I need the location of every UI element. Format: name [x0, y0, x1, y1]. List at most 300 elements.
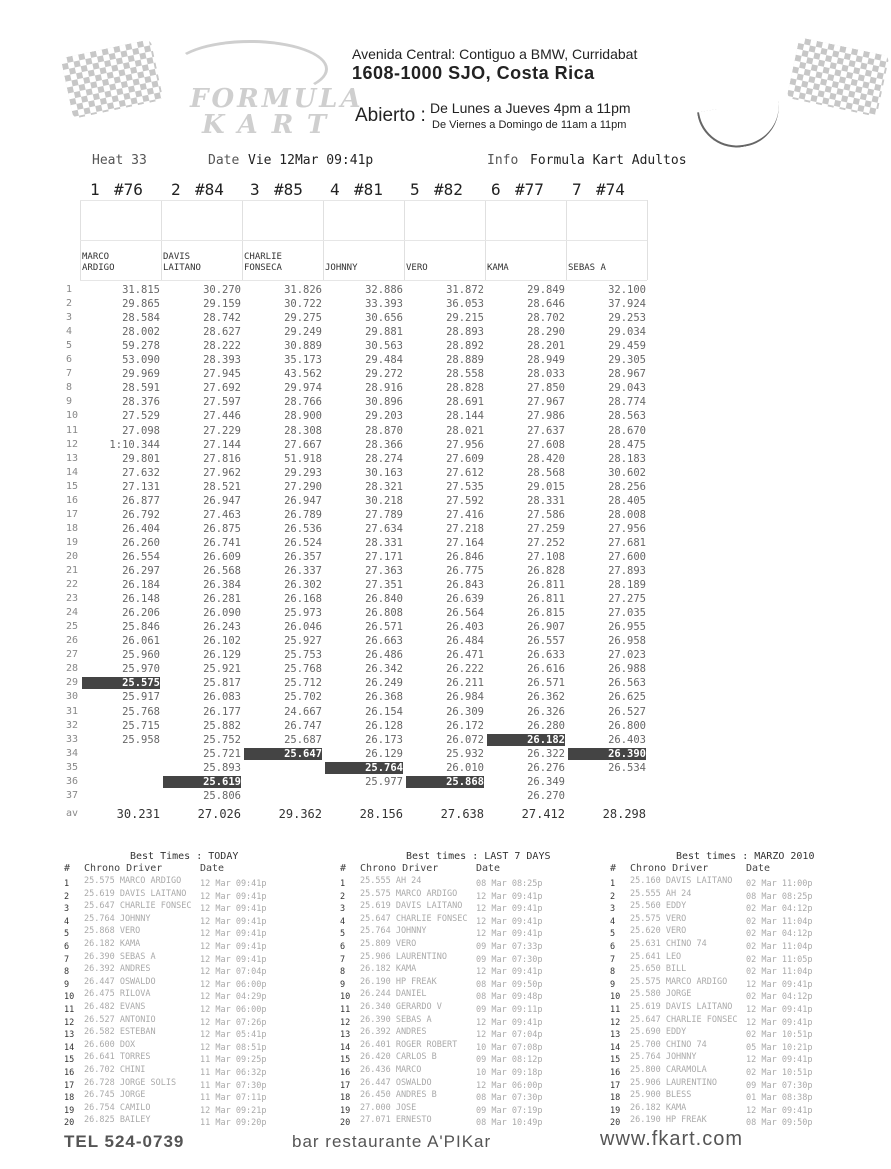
- best-times-rank: 4: [64, 916, 70, 927]
- best-times-date: 12 Mar 09:21p: [200, 1105, 267, 1116]
- best-times-date: 12 Mar 09:41p: [476, 916, 543, 927]
- lap-time: 28.889: [446, 354, 484, 367]
- lap-time: 27.592: [446, 494, 484, 507]
- best-times-driver: 25.809 VERO: [360, 939, 417, 949]
- best-times-rank: 18: [340, 1093, 351, 1104]
- best-times-rank: 9: [610, 979, 616, 990]
- lap-time: 26.249: [365, 677, 403, 690]
- best-times-row: [340, 901, 543, 914]
- position-5: 5: [410, 180, 420, 199]
- best-times-row: [340, 1115, 543, 1128]
- lap-time: 27.962: [203, 466, 241, 479]
- footer-restaurant: bar restaurante A'PIKar: [292, 1132, 492, 1151]
- lap-time: 29.043: [608, 382, 646, 395]
- lap-number: 15: [66, 480, 79, 492]
- lap-time: 30.270: [203, 284, 241, 296]
- best-times-rank: 17: [340, 1080, 351, 1091]
- best-times-driver: 25.800 CARAMOLA: [630, 1065, 707, 1075]
- best-times-driver: 25.650 BILL: [630, 964, 687, 975]
- best-times-date: 10 Mar 07:08p: [476, 1042, 543, 1053]
- best-times-date: 12 Mar 09:41p: [746, 1017, 813, 1028]
- best-times-driver: 25.631 CHINO 74: [630, 939, 707, 949]
- best-times-date: 02 Mar 10:51p: [746, 1030, 813, 1041]
- lap-time: 25.715: [122, 719, 160, 732]
- lap-time: 26.775: [446, 565, 484, 577]
- lap-time: 28.183: [608, 452, 646, 465]
- lap-number: 5: [66, 340, 73, 352]
- best-times-date: 08 Mar 09:50p: [476, 979, 543, 990]
- lap-time: 28.290: [527, 326, 565, 339]
- lap-time: 29.484: [365, 354, 403, 367]
- best-times-rank: 16: [340, 1068, 351, 1078]
- lap-time: 26.148: [122, 593, 160, 606]
- best-times-column-header: Date: [476, 863, 501, 874]
- lap-time: 26.211: [446, 677, 484, 690]
- best-times-driver: 26.450 ANDRES B: [360, 1090, 437, 1101]
- lap-time: 26.206: [122, 607, 160, 620]
- lap-time: 26.564: [446, 607, 484, 620]
- lap-number: 33: [66, 733, 79, 745]
- lap-time: 25.917: [122, 691, 160, 704]
- lap-number: 37: [66, 789, 79, 801]
- lap-time: 26.322: [527, 747, 565, 760]
- best-times-rank: 2: [340, 891, 346, 902]
- lap-time: 28.584: [122, 312, 160, 325]
- lap-time: 26.010: [446, 761, 484, 774]
- best-times-row: [610, 876, 813, 889]
- lap-time: 28.033: [527, 368, 565, 381]
- best-times-rank: 19: [340, 1105, 351, 1116]
- best-times-row: [610, 977, 813, 990]
- lap-time: 27.789: [365, 508, 403, 521]
- best-times-date: 09 Mar 07:33p: [476, 942, 543, 952]
- lap-number: 11: [66, 424, 79, 436]
- best-times-column-header: Date: [746, 863, 771, 874]
- best-times-driver: 26.182 KAMA: [630, 1102, 687, 1113]
- best-times-row: [64, 989, 267, 1002]
- lap-time: 28.521: [203, 480, 241, 493]
- lap-time: 29.253: [608, 312, 646, 325]
- lap-time: 29.015: [527, 480, 565, 493]
- lap-time: 28.916: [365, 382, 403, 395]
- best-times-row: [340, 1103, 543, 1116]
- lap-time: 28.670: [608, 424, 646, 437]
- best-lap-time: 26.390: [568, 748, 646, 760]
- info-value: Formula Kart Adultos: [530, 153, 687, 168]
- lap-time: 28.475: [608, 438, 646, 451]
- lap-time: 28.568: [527, 466, 565, 479]
- best-times-date: 11 Mar 06:32p: [200, 1068, 267, 1078]
- lap-time: 27.218: [446, 522, 484, 535]
- lap-time: 32.100: [608, 284, 646, 296]
- best-times-date: 09 Mar 09:11p: [476, 1005, 543, 1015]
- lap-number: 7: [66, 368, 73, 380]
- lap-time: 26.484: [446, 635, 484, 648]
- best-times-row: [64, 964, 267, 977]
- best-times-driver: 26.190 HP FREAK: [630, 1115, 707, 1126]
- lap-time: 30.163: [365, 466, 403, 479]
- best-times-driver: 26.527 ANTONIO: [84, 1014, 156, 1025]
- lap-number: 4: [66, 326, 73, 338]
- lap-time: 29.305: [608, 354, 646, 367]
- lap-number: 35: [66, 761, 79, 773]
- best-times-date: 12 Mar 09:41p: [476, 904, 543, 915]
- best-times-rank: 19: [64, 1105, 75, 1116]
- best-times-date: 09 Mar 07:19p: [476, 1105, 543, 1116]
- position-6: 6: [491, 180, 501, 199]
- best-times-row: [610, 964, 813, 977]
- best-times-date: 12 Mar 09:41p: [746, 1055, 813, 1066]
- best-times-row: [340, 1015, 543, 1028]
- best-times-rank: 17: [610, 1080, 621, 1091]
- lap-time: 26.840: [365, 593, 403, 606]
- lap-time: 26.280: [527, 719, 565, 732]
- best-times-date: 12 Mar 07:26p: [200, 1017, 267, 1028]
- best-times-driver: 25.764 JOHNNY: [84, 913, 151, 924]
- lap-time: 26.222: [446, 663, 484, 676]
- lap-time: 28.308: [284, 424, 322, 437]
- best-times-rank: 6: [340, 942, 346, 952]
- best-times-rank: 4: [610, 916, 616, 927]
- lap-time: 27.956: [608, 522, 646, 535]
- best-times-column-header: #: [610, 863, 617, 874]
- best-times-rank: 16: [610, 1068, 621, 1078]
- lap-time: 27.667: [284, 438, 322, 451]
- best-times-rank: 1: [340, 879, 346, 889]
- lap-time: 29.272: [365, 368, 403, 381]
- best-times-row: [64, 952, 267, 965]
- best-times-row: [340, 952, 543, 965]
- lap-time: 28.222: [203, 340, 241, 353]
- best-times-rank: 5: [64, 929, 70, 940]
- best-times-rank: 10: [340, 992, 351, 1003]
- best-times-row: [340, 939, 543, 952]
- best-times-rank: 9: [340, 979, 346, 990]
- lap-time: 25.921: [203, 663, 241, 676]
- lap-time: 25.958: [122, 733, 160, 746]
- best-times-row: [610, 1052, 813, 1065]
- kart-number-1: #76: [114, 180, 143, 199]
- lap-time: 29.849: [527, 284, 565, 296]
- lap-time: 26.958: [608, 635, 646, 648]
- best-times-driver: 25.555 AH 24: [630, 888, 692, 899]
- lap-time: 27.275: [608, 593, 646, 606]
- lap-time: 26.875: [203, 522, 241, 535]
- lap-time: 29.215: [446, 312, 484, 325]
- lap-time: 26.177: [203, 705, 241, 718]
- decorative-arc-icon: [697, 98, 785, 154]
- best-times-driver: 26.244 DANIEL: [360, 989, 427, 1000]
- best-times-driver: 26.390 SEBAS A: [84, 951, 156, 962]
- best-times-driver: 26.582 ESTEBAN: [84, 1027, 156, 1038]
- best-times-driver: 25.620 VERO: [630, 926, 687, 937]
- checkered-flag-right-icon: [787, 37, 890, 117]
- lap-time: 30.722: [284, 298, 322, 311]
- lap-number: 2: [66, 298, 73, 310]
- lap-time: 28.321: [365, 480, 403, 493]
- best-times-driver: 26.401 ROGER ROBERT: [360, 1039, 458, 1050]
- lap-time: 26.083: [203, 691, 241, 704]
- lap-time: 27.597: [203, 396, 241, 409]
- best-times-date: 12 Mar 06:00p: [200, 1005, 267, 1015]
- lap-time: 27.600: [608, 550, 646, 563]
- grid-line: [80, 240, 647, 241]
- lap-time: 28.967: [608, 368, 646, 381]
- best-times-row: [64, 1103, 267, 1116]
- best-times-driver: 25.690 EDDY: [630, 1027, 687, 1038]
- grid-line: [80, 200, 647, 201]
- best-times-row: [610, 1078, 813, 1091]
- best-times-row: [610, 889, 813, 902]
- best-times-date: 02 Mar 11:04p: [746, 967, 813, 978]
- best-lap-time: 26.182: [487, 734, 565, 746]
- lap-time: 27.612: [446, 466, 484, 479]
- footer-phone: TEL 524-0739: [64, 1132, 185, 1151]
- lap-time: 26.811: [527, 593, 565, 606]
- lap-time: 26.808: [365, 607, 403, 620]
- lap-time: 28.691: [446, 396, 484, 409]
- lap-time: 28.331: [365, 536, 403, 549]
- lap-time: 27.023: [608, 649, 646, 662]
- average-label: av: [66, 807, 79, 819]
- best-times-row: [340, 1027, 543, 1040]
- best-times-rank: 9: [64, 979, 70, 990]
- lap-time: 26.947: [203, 494, 241, 507]
- lap-time: 26.747: [284, 719, 322, 732]
- best-times-date: 11 Mar 07:11p: [200, 1093, 267, 1104]
- position-7: 7: [572, 180, 582, 199]
- best-times-rank: 7: [340, 954, 346, 965]
- best-times-rank: 3: [610, 904, 616, 915]
- best-times-rank: 1: [610, 879, 616, 889]
- lap-time: 28.900: [284, 410, 322, 423]
- best-times-date: 02 Mar 04:12p: [746, 904, 813, 915]
- best-times-row: [64, 1115, 267, 1128]
- lap-time: 26.486: [365, 649, 403, 662]
- driver-last-name: FONSECA: [244, 263, 282, 273]
- best-times-driver: 26.436 MARCO: [360, 1065, 422, 1075]
- lap-time: 26.297: [122, 565, 160, 577]
- lap-time: 37.924: [608, 298, 646, 311]
- lap-time: 29.974: [284, 382, 322, 395]
- lap-number: 30: [66, 691, 79, 703]
- best-times-driver: 26.392 ANDRES: [84, 964, 151, 975]
- lap-time: 28.366: [365, 438, 403, 451]
- position-3: 3: [250, 180, 260, 199]
- lap-time: 26.384: [203, 579, 241, 592]
- lap-time: 25.817: [203, 677, 241, 690]
- lap-time: 27.634: [365, 522, 403, 535]
- driver-first-name: CHARLIE: [244, 252, 282, 262]
- lap-time: 27.229: [203, 424, 241, 437]
- lap-time: 28.420: [527, 452, 565, 465]
- best-times-title: Best times : LAST 7 DAYS: [406, 851, 551, 862]
- lap-time: 26.741: [203, 536, 241, 549]
- best-times-rank: 2: [64, 891, 70, 902]
- lap-time: 30.896: [365, 396, 403, 409]
- kart-number-7: #74: [596, 180, 625, 199]
- lap-time: 28.742: [203, 312, 241, 325]
- best-times-rank: 13: [340, 1030, 351, 1041]
- kart-number-2: #84: [195, 180, 224, 199]
- lap-time: 29.159: [203, 298, 241, 311]
- lap-time: 26.557: [527, 635, 565, 648]
- best-times-driver: 26.182 KAMA: [84, 939, 141, 949]
- hours-weekday: De Lunes a Jueves 4pm a 11pm: [430, 100, 631, 116]
- average-time: 30.231: [116, 806, 160, 821]
- best-times-column-header: #: [340, 863, 347, 874]
- best-times-rank: 8: [340, 967, 346, 978]
- best-times-row: [610, 1040, 813, 1053]
- best-times-rank: 8: [610, 967, 616, 978]
- lap-time: 26.281: [203, 593, 241, 606]
- lap-time: 28.774: [608, 396, 646, 409]
- best-times-rank: 5: [610, 929, 616, 940]
- lap-time: 26.616: [527, 663, 565, 676]
- lap-time: 30.889: [284, 340, 322, 353]
- lap-time: 27.681: [608, 536, 646, 549]
- best-times-date: 12 Mar 09:41p: [746, 1105, 813, 1116]
- best-times-driver: 26.641 TORRES: [84, 1052, 151, 1063]
- lap-time: 26.800: [608, 719, 646, 732]
- best-times-rank: 18: [64, 1093, 75, 1104]
- best-times-rank: 15: [340, 1055, 351, 1066]
- lap-time: 29.881: [365, 326, 403, 339]
- address-line-2: 1608-1000 SJO, Costa Rica: [352, 63, 595, 83]
- best-times-date: 09 Mar 07:30p: [476, 954, 543, 965]
- lap-number: 21: [66, 565, 79, 576]
- average-time: 27.638: [440, 806, 484, 821]
- best-times-row: [64, 1015, 267, 1028]
- best-times-rank: 16: [64, 1068, 75, 1078]
- lap-time: 27.535: [446, 480, 484, 493]
- lap-number: 27: [66, 649, 79, 661]
- best-times-driver: 25.900 BLESS: [630, 1090, 692, 1101]
- lap-time: 1:10.344: [109, 438, 160, 451]
- lap-time: 26.571: [527, 677, 565, 690]
- lap-time: 25.721: [203, 747, 241, 760]
- best-times-driver: 25.906 LAURENTINO: [630, 1077, 717, 1088]
- best-times-driver: 26.182 KAMA: [360, 964, 417, 975]
- lap-time: 26.846: [446, 550, 484, 563]
- lap-time: 26.789: [284, 508, 322, 521]
- lap-time: 30.656: [365, 312, 403, 325]
- average-time: 27.026: [197, 806, 241, 821]
- lap-time: 28.870: [365, 424, 403, 437]
- driver-last-name: VERO: [406, 263, 428, 273]
- lap-number: 20: [66, 550, 79, 562]
- best-times-driver: 26.600 DOX: [84, 1039, 136, 1050]
- lap-time: 26.173: [365, 733, 403, 746]
- lap-number: 26: [66, 635, 79, 647]
- logo-text-formula: FORMULA: [190, 84, 364, 114]
- best-times-date: 08 Mar 09:48p: [476, 992, 543, 1003]
- lap-time: 26.843: [446, 579, 484, 592]
- lap-time: 27.529: [122, 410, 160, 423]
- best-times-driver: 26.190 HP FREAK: [360, 976, 437, 987]
- lap-time: 26.129: [365, 747, 403, 760]
- lap-number: 36: [66, 775, 79, 787]
- lap-time: 26.184: [122, 579, 160, 592]
- lap-time: 28.558: [446, 368, 484, 381]
- lap-time: 26.633: [527, 649, 565, 662]
- average-time: 29.362: [278, 806, 322, 821]
- lap-time: 27.035: [608, 607, 646, 620]
- info-label: Info: [487, 153, 519, 168]
- lap-time: 26.815: [527, 607, 565, 620]
- lap-time: 29.034: [608, 326, 646, 339]
- best-times-rank: 12: [340, 1017, 351, 1028]
- best-times-row: [340, 1002, 543, 1015]
- lap-time: 27.850: [527, 382, 565, 395]
- best-times-date: 12 Mar 04:29p: [200, 992, 267, 1003]
- best-times-row: [64, 977, 267, 990]
- lap-number: 16: [66, 494, 79, 506]
- lap-time: 25.977: [365, 775, 403, 788]
- lap-number: 19: [66, 536, 79, 548]
- lap-time: 25.752: [203, 733, 241, 746]
- best-times-rank: 5: [340, 929, 346, 940]
- best-times-rank: 20: [610, 1118, 621, 1129]
- lap-time: 28.393: [203, 354, 241, 367]
- best-times-row: [64, 914, 267, 927]
- best-times-rank: 12: [64, 1017, 75, 1028]
- driver-last-name: KAMA: [487, 263, 509, 273]
- lap-time: 25.932: [446, 747, 484, 760]
- best-times-row: [610, 926, 813, 939]
- best-times-driver: 25.619 DAVIS LAITANO: [630, 1002, 733, 1012]
- lap-time: 26.471: [446, 649, 484, 662]
- best-times-driver: 26.482 EVANS: [84, 1002, 146, 1012]
- best-times-title: Best Times : TODAY: [130, 851, 239, 862]
- best-times-driver: 26.390 SEBAS A: [360, 1014, 432, 1025]
- lap-time: 28.766: [284, 396, 322, 409]
- lap-time: 26.403: [446, 621, 484, 634]
- lap-time: 25.882: [203, 719, 241, 732]
- best-times-date: 12 Mar 09:41p: [746, 979, 813, 990]
- best-times-column-header: #: [64, 863, 71, 874]
- lap-time: 27.131: [122, 480, 160, 493]
- lap-time: 25.712: [284, 677, 322, 690]
- best-times-driver: 25.641 LEO: [630, 951, 682, 962]
- lap-time: 25.973: [284, 607, 322, 620]
- best-times-driver: 26.420 CARLOS B: [360, 1052, 437, 1063]
- best-times-rank: 20: [340, 1118, 351, 1129]
- lap-time: 25.702: [284, 691, 322, 704]
- best-times-rank: 15: [610, 1055, 621, 1066]
- lap-time: 26.536: [284, 522, 322, 535]
- best-times-title: Best times : MARZO 2010: [676, 851, 815, 862]
- best-times-date: 08 Mar 10:49p: [476, 1118, 543, 1129]
- lap-time: 51.918: [284, 452, 322, 465]
- driver-last-name: SEBAS A: [568, 263, 606, 273]
- lap-time: 25.687: [284, 733, 322, 746]
- best-times-row: [610, 1065, 813, 1078]
- hours-label: Abierto :: [355, 105, 426, 126]
- best-lap-time: 25.868: [406, 776, 484, 788]
- best-times-driver: 25.619 DAVIS LAITANO: [84, 888, 187, 899]
- best-times-date: 12 Mar 09:41p: [200, 929, 267, 940]
- best-times-driver: 25.555 AH 24: [360, 876, 422, 886]
- best-times-date: 08 Mar 09:50p: [746, 1118, 813, 1129]
- lap-number: 10: [66, 410, 79, 422]
- best-times-driver: 25.575 MARCO ARDIGO: [84, 876, 182, 886]
- best-times-rank: 14: [340, 1042, 351, 1053]
- lap-time: 29.459: [608, 340, 646, 353]
- best-times-driver: 25.647 CHARLIE FONSEC: [84, 901, 192, 912]
- lap-time: 26.534: [608, 761, 646, 774]
- best-times-row: [610, 989, 813, 1002]
